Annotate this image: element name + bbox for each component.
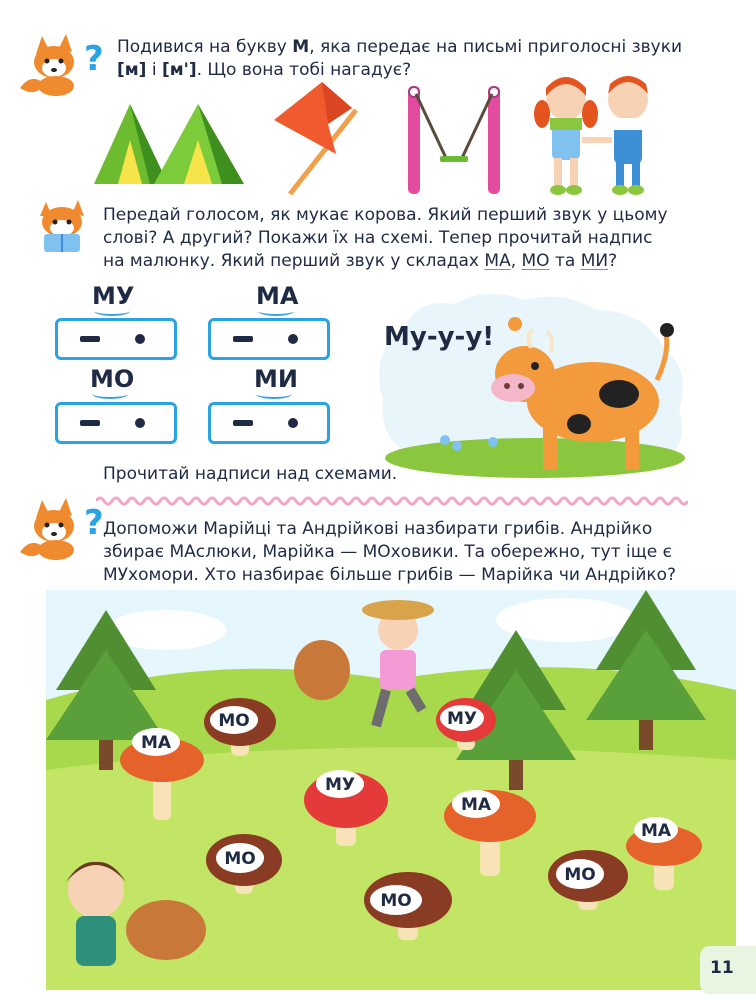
mushroom xyxy=(364,872,452,940)
mushroom xyxy=(120,728,204,820)
mushroom-label: МО xyxy=(564,865,596,885)
section3-line2: збирає МАслюки, Марійка — МОховики. Та обережно, тут іще є xyxy=(103,542,672,562)
syllable-my: МИ xyxy=(580,251,609,271)
mushroom-label: МА xyxy=(460,795,492,815)
mushroom-label: МА xyxy=(640,821,672,841)
read-caption: Прочитай надписи над схемами. xyxy=(103,464,398,484)
scheme-label-my: МИ xyxy=(254,365,298,393)
conjunction: та xyxy=(549,251,581,271)
mushroom xyxy=(436,698,496,750)
mushroom-label: МУ xyxy=(446,709,478,729)
section3-line3: МУхомори. Хто назбирає більше грибів — Марійка чи Андрійко? xyxy=(103,565,677,585)
question-mark: ? xyxy=(608,251,618,271)
mushroom xyxy=(304,770,388,846)
section2-line2: слові? А другий? Покажи їх на схемі. Тепер прочитай надпис xyxy=(103,228,653,248)
section3-line1: Допоможи Марійці та Андрійкові назбирати грибів. Андрійко xyxy=(103,519,653,539)
mushroom xyxy=(626,817,702,890)
cow-speech-text: Му-у-у! xyxy=(384,322,495,352)
section1-line1-pre: Подивися на букву xyxy=(117,37,293,57)
mushroom-label: МУ xyxy=(324,775,356,795)
mushroom-label: МА xyxy=(140,733,172,753)
section1-line2-post: . Що вона тобі нагадує? xyxy=(196,60,412,80)
mushroom-label: МО xyxy=(218,711,250,731)
page-number: 11 xyxy=(710,958,734,978)
mushroom xyxy=(548,850,628,910)
syllable-mo: МО xyxy=(521,251,550,271)
scheme-label-ma: МА xyxy=(256,282,299,310)
separator: , xyxy=(510,251,522,271)
section2-line3: на малюнку. Який перший звук у складах xyxy=(103,251,485,271)
mushroom xyxy=(206,834,282,894)
syllable-ma: МА xyxy=(484,251,511,271)
mushroom xyxy=(444,790,536,876)
mushroom xyxy=(204,698,276,756)
svg-text:?: ? xyxy=(84,39,104,79)
mushroom-label: МО xyxy=(224,849,256,869)
mushroom-label: МО xyxy=(380,891,412,911)
section1-line2-mid: і xyxy=(146,60,162,80)
section2-line1: Передай голосом, як мукає корова. Який перший звук у цьому xyxy=(103,205,668,225)
scheme-label-mo: МО xyxy=(90,365,135,393)
section1-line1-post: , яка передає на письмі приголосні звуки xyxy=(309,37,683,57)
letter-m: М xyxy=(292,37,310,57)
scheme-label-mu: МУ xyxy=(92,282,135,310)
sound-m: [м] xyxy=(117,60,147,80)
svg-text:?: ? xyxy=(84,503,104,543)
sound-m-soft: [м'] xyxy=(161,60,197,80)
